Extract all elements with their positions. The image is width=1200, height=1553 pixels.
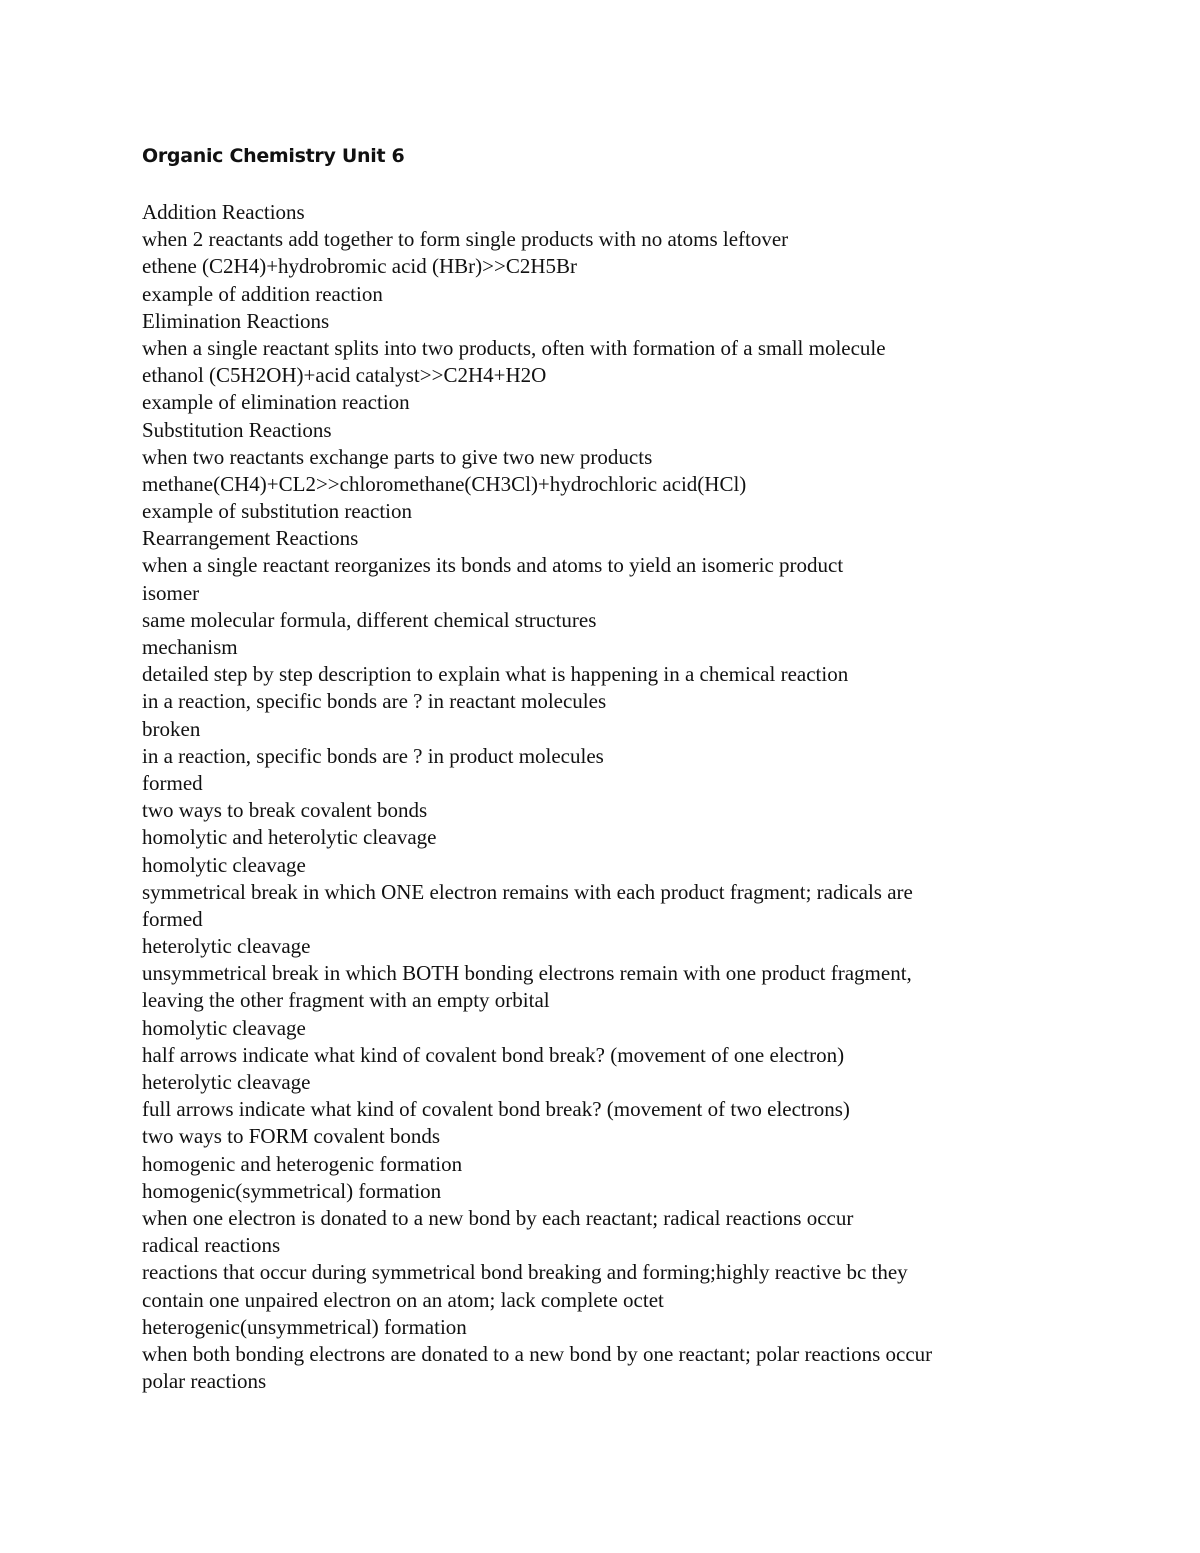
- text-line: formed: [142, 906, 203, 931]
- document-body: [142, 199, 1042, 1395]
- text-line: Rearrangement Reactions: [142, 526, 359, 551]
- text-line: ethene (C2H4)+hydrobromic acid (HBr)>>C2H5Br: [142, 254, 578, 279]
- text-line: when a single reactant reorganizes its bonds and atoms to yield an isomeric product: [142, 553, 844, 578]
- text-line: example of substitution reaction: [142, 499, 413, 524]
- text-line: ethanol (C5H2OH)+acid catalyst>>C2H4+H2O: [142, 363, 547, 388]
- text-line: leaving the other fragment with an empty orbital: [142, 988, 550, 1013]
- text-line: reactions that occur during symmetrical bond breaking and forming;highly reactive bc they: [142, 1260, 908, 1285]
- text-line: symmetrical break in which ONE electron remains with each product fragment; radicals are: [142, 879, 913, 904]
- text-line: isomer: [142, 580, 200, 605]
- text-line: half arrows indicate what kind of covalent bond break? (movement of one electron): [142, 1042, 845, 1067]
- text-line: Addition Reactions: [142, 200, 305, 224]
- text-line: polar reactions: [142, 1369, 267, 1394]
- text-line: homogenic and heterogenic formation: [142, 1151, 463, 1176]
- text-line: homogenic(symmetrical) formation: [142, 1178, 442, 1203]
- text-line: two ways to FORM covalent bonds: [142, 1124, 441, 1149]
- text-line: when two reactants exchange parts to give two new products: [142, 444, 653, 469]
- text-line: formed: [142, 770, 203, 795]
- text-line: in a reaction, specific bonds are ? in reactant molecules: [142, 689, 607, 714]
- text-line: when both bonding electrons are donated to a new bond by one reactant; polar reactions occur: [142, 1341, 933, 1366]
- text-line: in a reaction, specific bonds are ? in product molecules: [142, 743, 604, 768]
- text-line: broken: [142, 716, 201, 741]
- text-line: detailed step by step description to explain what is happening in a chemical reaction: [142, 662, 849, 687]
- text-line: unsymmetrical break in which BOTH bonding electrons remain with one product fragment,: [142, 961, 912, 986]
- text-line: methane(CH4)+CL2>>chloromethane(CH3Cl)+hydrochloric acid(HCl): [142, 471, 747, 496]
- text-line: two ways to break covalent bonds: [142, 798, 428, 823]
- text-line: heterolytic cleavage: [142, 1070, 311, 1094]
- text-line: homolytic cleavage: [142, 1015, 306, 1040]
- text-line: same molecular formula, different chemical structures: [142, 607, 597, 632]
- text-line: contain one unpaired electron on an atom; lack complete octet: [142, 1287, 664, 1312]
- text-line: when one electron is donated to a new bond by each reactant; radical reactions occur: [142, 1205, 854, 1230]
- text-line: homolytic cleavage: [142, 852, 306, 877]
- text-line: when 2 reactants add together to form single products with no atoms leftover: [142, 227, 789, 252]
- text-line: example of addition reaction: [142, 281, 383, 306]
- text-line: Substitution Reactions: [142, 417, 332, 442]
- text-line: Elimination Reactions: [142, 308, 330, 333]
- text-line: heterogenic(unsymmetrical) formation: [142, 1314, 467, 1339]
- text-line: mechanism: [142, 635, 238, 659]
- text-line: heterolytic cleavage: [142, 934, 311, 959]
- text-line: full arrows indicate what kind of covalent bond break? (movement of two electrons): [142, 1097, 850, 1122]
- text-line: when a single reactant splits into two products, often with formation of a small molecule: [142, 335, 886, 360]
- text-line: homolytic and heterolytic cleavage: [142, 825, 437, 850]
- document-title: Organic Chemistry Unit 6: [142, 145, 405, 167]
- text-line: radical reactions: [142, 1233, 281, 1258]
- text-line: example of elimination reaction: [142, 390, 410, 415]
